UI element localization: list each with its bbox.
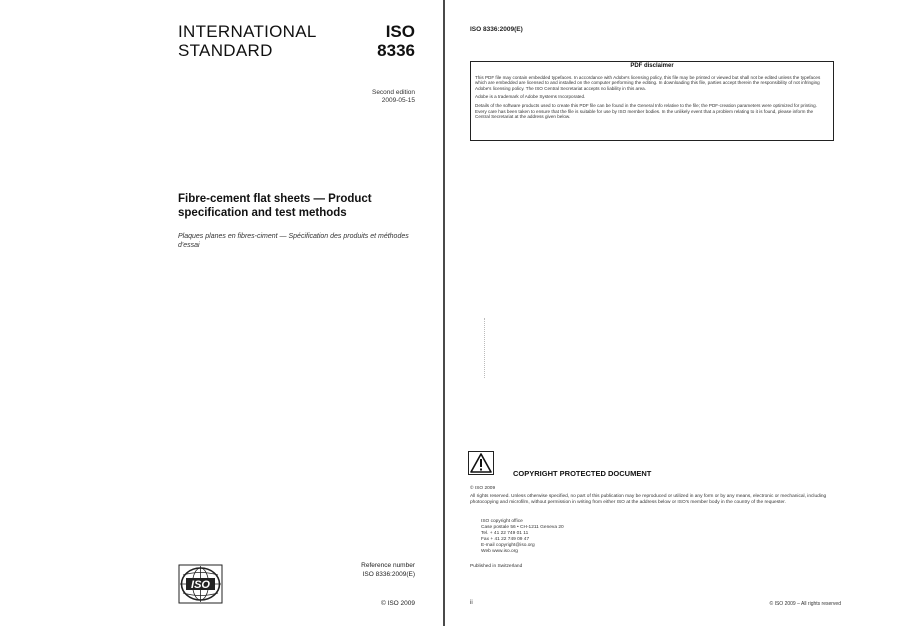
edition-date: 2009-05-15 xyxy=(381,97,415,104)
address-line: ISO copyright office xyxy=(481,519,523,524)
dotted-rule xyxy=(484,318,485,378)
reference-label: Reference number xyxy=(361,562,415,569)
document-type-line: INTERNATIONAL xyxy=(178,22,317,41)
address-line: Case postale 56 • CH-1211 Geneva 20 xyxy=(481,525,564,530)
edition-label: Second edition xyxy=(371,89,415,96)
copyright-year: © ISO 2009 xyxy=(470,486,496,491)
warning-icon xyxy=(468,451,494,475)
cover-copyright: © ISO 2009 xyxy=(380,600,415,607)
rights-statement: All rights reserved. Unless otherwise specified, no part of this publication may be reproduced or utilized in any form or by any means, electronic or mechanical, including photocopying and microfilm, without permission in writing from either ISO at the address below or ISO's member body in the country of the requester. xyxy=(470,494,827,505)
running-head: ISO 8336:2009(E) xyxy=(470,26,523,33)
address-line: Tel. + 41 22 749 01 11 xyxy=(481,531,529,536)
page-footer: © ISO 2009 – All rights reserved xyxy=(769,601,841,607)
standard-code: 8336 xyxy=(377,41,415,60)
iso-logo xyxy=(178,564,223,604)
reference-value: ISO 8336:2009(E) xyxy=(362,570,415,578)
edition-info xyxy=(372,89,415,105)
document-type xyxy=(178,22,317,60)
email-link[interactable]: E-mail copyright@iso.org xyxy=(481,543,535,548)
copyright-heading: COPYRIGHT PROTECTED DOCUMENT xyxy=(513,469,652,478)
published-in: Published in Switzerland xyxy=(470,564,523,569)
disclaimer-paragraph: Details of the software products used to create this PDF file can be found in the General Info relative to the file; the PDF-creation parameters were optimized for printing. Every care has been taken to ensure that the file is suitable for use by ISO member bodies. In the unlikely event that a problem relating to it is found, please inform the Central Secretariat at the address given below. xyxy=(475,102,817,120)
iso-logo-text: ISO xyxy=(191,579,210,591)
reference-number xyxy=(361,562,415,579)
disclaimer-paragraph: Adobe is a trademark of Adobe Systems Incorporated. xyxy=(475,94,586,100)
french-title: Plaques planes en fibres-ciment — Spécification des produits et méthodes d'essai xyxy=(178,233,409,249)
standard-org: ISO xyxy=(385,22,415,41)
page-number: ii xyxy=(470,600,473,606)
web-link[interactable]: Web www.iso.org xyxy=(481,549,518,554)
standard-number xyxy=(377,22,415,60)
pdf-disclaimer-box xyxy=(470,61,834,141)
document-type-line: STANDARD xyxy=(178,41,273,60)
english-title: Fibre-cement flat sheets — Product specification and test methods xyxy=(178,193,372,219)
disclaimer-title: PDF disclaimer xyxy=(630,63,674,69)
cover-page xyxy=(0,0,443,626)
disclaimer-paragraph: This PDF file may contain embedded typefaces. In accordance with Adobe's licensing policy, this file may be printed or viewed but shall not be edited unless the typefaces which are embedded are licensed to and installed on the computer performing the editing. In downloading this file, parties accept therein the responsibility of not infringing Adobe's licensing policy. The ISO Central Secretariat accepts no liability in this area. xyxy=(475,74,821,91)
copyright-office-address xyxy=(481,519,564,555)
copyright-page xyxy=(445,0,899,626)
address-line: Fax + 41 22 749 09 47 xyxy=(481,537,530,542)
